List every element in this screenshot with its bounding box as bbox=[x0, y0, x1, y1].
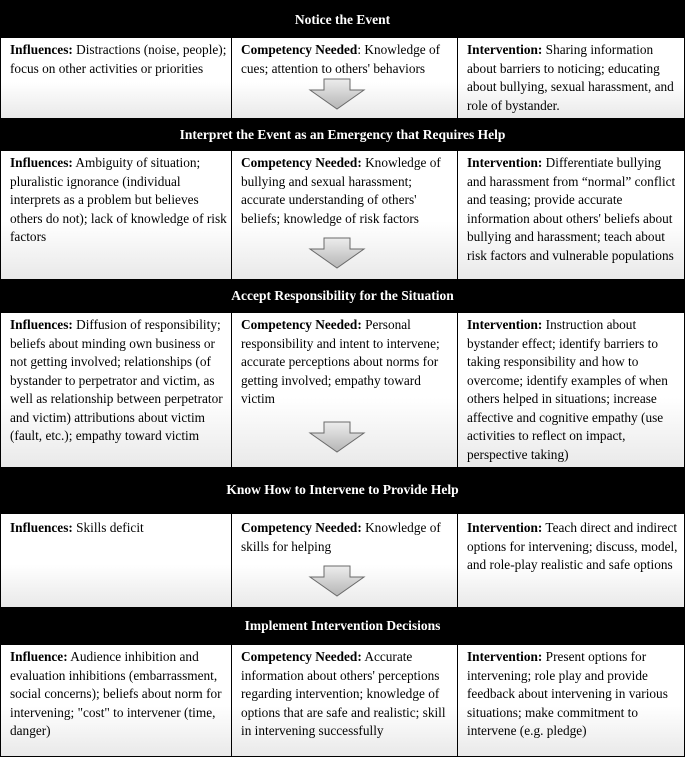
intervention-text: Present options for intervening; role play and provide feedback about intervening in various situations; make commitment to intervene (e.g. pledge) bbox=[467, 649, 668, 738]
intervention-label: Intervention: bbox=[467, 649, 543, 664]
competency-label: Competency Needed bbox=[241, 42, 358, 57]
influences-text: Diffusion of responsibility; beliefs about minding own business or not getting involved; relationships (of bystander to perpetrator and victim, as well as relationship between perpetrator and victim) attributions about victim (fault, etc.); empathy toward victim bbox=[10, 317, 223, 443]
competency-text: Personal responsibility and intent to intervene; accurate perceptions about norms for getting involved; empathy toward victim bbox=[241, 317, 440, 406]
competency-label: Competency Needed: bbox=[241, 649, 362, 664]
intervention-text: Sharing information about barriers to noticing; educating about bullying, sexual harassment, and role of bystander. bbox=[467, 42, 674, 113]
competency-label: Competency Needed: bbox=[241, 520, 362, 535]
stage-1-header bbox=[1, 1, 684, 38]
intervention-label: Intervention: bbox=[467, 42, 543, 57]
competency-label: Competency Needed: bbox=[241, 317, 362, 332]
competency-text: Accurate information about others' perceptions regarding intervention; knowledge of options that are safe and realistic; skill in intervening successfully bbox=[241, 649, 446, 738]
influences-cell bbox=[1, 313, 231, 467]
stage-3-header bbox=[1, 279, 684, 313]
stage-3-row bbox=[1, 313, 684, 467]
intervention-cell bbox=[457, 38, 684, 118]
stage-title: Know How to Intervene to Provide Help bbox=[226, 482, 459, 497]
competency-text: Knowledge of skills for helping bbox=[241, 520, 441, 554]
intervention-label: Intervention: bbox=[467, 155, 543, 170]
influences-label: Influences: bbox=[10, 155, 73, 170]
intervention-cell bbox=[457, 645, 684, 756]
stage-2-header bbox=[1, 118, 684, 151]
down-arrow-icon bbox=[308, 421, 366, 453]
competency-label: Competency Needed: bbox=[241, 155, 362, 170]
stage-5-header bbox=[1, 607, 684, 645]
stage-1-row bbox=[1, 38, 684, 118]
intervention-label: Intervention: bbox=[467, 317, 543, 332]
row-divider bbox=[1, 513, 684, 514]
influences-cell bbox=[1, 513, 231, 607]
down-arrow-icon bbox=[308, 78, 366, 110]
influences-text: Audience inhibition and evaluation inhibitions (embarrassment, social concerns); beliefs about norm for intervening; "cost" to intervener (time, danger) bbox=[10, 649, 222, 738]
influences-label: Influences: bbox=[10, 317, 73, 332]
competency-text: Knowledge of bullying and sexual harassment; accurate understanding of others' beliefs; knowledge of risk factors bbox=[241, 155, 441, 226]
influences-label: Influence: bbox=[10, 649, 68, 664]
intervention-text: Instruction about bystander effect; identify barriers to taking responsibility and how to overcome; identify examples of when others helped in situations; increase affective and cognitive empathy (use activities to reflect on impact, perspective taking) bbox=[467, 317, 668, 462]
intervention-cell bbox=[457, 513, 684, 607]
influences-label: Influences: bbox=[10, 520, 73, 535]
stage-title: Implement Intervention Decisions bbox=[244, 618, 441, 633]
influences-cell bbox=[1, 38, 231, 118]
intervention-cell bbox=[457, 313, 684, 467]
stage-title: Accept Responsibility for the Situation bbox=[231, 288, 454, 303]
influences-cell bbox=[1, 645, 231, 756]
influences-text: Ambiguity of situation; pluralistic ignorance (individual interprets as a problem but believes others do not); lack of knowledge of risk factors bbox=[10, 155, 227, 244]
stage-5-row bbox=[1, 645, 684, 756]
down-arrow-icon bbox=[308, 237, 366, 269]
stage-title: Notice the Event bbox=[294, 11, 391, 27]
influences-label: Influences: bbox=[10, 42, 73, 57]
stage-4-row bbox=[1, 513, 684, 607]
down-arrow-icon bbox=[308, 565, 366, 597]
intervention-text: Differentiate bullying and harassment from “normal” conflict and teasing; provide accurate information about others' beliefs about bullying and harassment; teach about risk factors and vulnerable populations bbox=[467, 155, 676, 263]
intervention-label: Intervention: bbox=[467, 520, 543, 535]
influences-text: Distractions (noise, people); focus on other activities or priorities bbox=[10, 42, 227, 76]
influences-cell bbox=[1, 151, 231, 279]
intervention-text: Teach direct and indirect options for intervening; discuss, model, and role-play realistic and safe options bbox=[467, 520, 678, 572]
stage-title: Interpret the Event as an Emergency that Requires Help bbox=[179, 126, 506, 142]
stage-2-row bbox=[1, 151, 684, 279]
influences-text: Skills deficit bbox=[72, 520, 144, 535]
competency-text: : Knowledge of cues; attention to others' behaviors bbox=[241, 42, 441, 76]
competency-cell bbox=[231, 645, 457, 756]
stage-4-header bbox=[1, 467, 684, 513]
intervention-cell bbox=[457, 151, 684, 279]
